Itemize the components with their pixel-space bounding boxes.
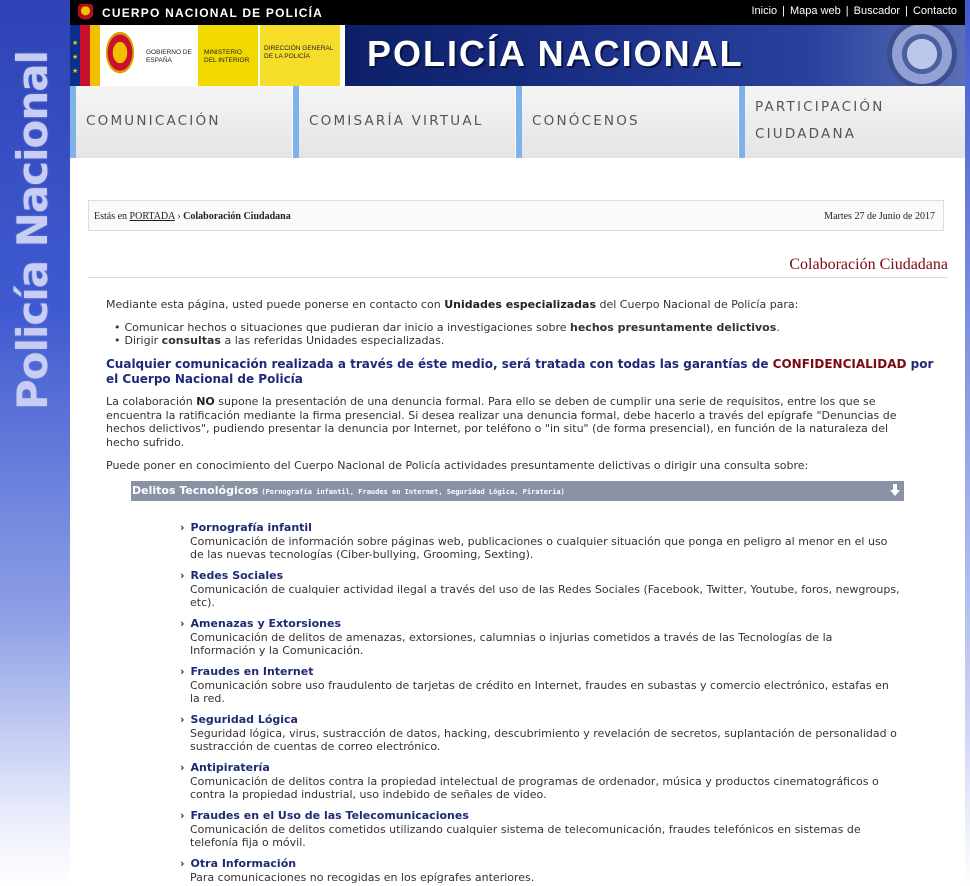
nav-tab-comisaria-virtual[interactable] bbox=[293, 86, 515, 158]
left-sidebar bbox=[0, 0, 70, 886]
link-buscador[interactable]: Buscador bbox=[853, 5, 901, 17]
item-description: Comunicación de delitos contra la propiedad intelectual de programas de ordenador, música y productos cinematográficos o contra la propiedad industrial, uso indebido de señales de video. bbox=[190, 774, 879, 801]
list-item[interactable] bbox=[180, 761, 900, 802]
category-subtitle: (Pornografía infantil, Fraudes en Internet, Seguridad Lógica, Piratería) bbox=[261, 488, 565, 496]
item-description: Seguridad lógica, virus, sustracción de datos, hacking, descubrimiento y revelación de secretos, suplantación de personalidad o sustracción de cuentas de correo electrónico. bbox=[190, 726, 897, 753]
nav-tab-label: COMUNICACIÓN bbox=[86, 113, 221, 129]
lead-paragraph: Puede poner en conocimiento del Cuerpo Nacional de Policía actividades presuntamente delictivas o dirigir una consulta sobre: bbox=[106, 459, 809, 472]
policia-nacional-banner[interactable] bbox=[345, 25, 965, 86]
page-title: Colaboración Ciudadana bbox=[789, 256, 948, 273]
nav-tab-label-line2: CIUDADANA bbox=[755, 126, 857, 142]
list-item[interactable] bbox=[180, 521, 900, 562]
coat-of-arms-icon bbox=[102, 31, 138, 79]
intro-paragraph: Mediante esta página, usted puede ponerse en contacto con Unidades especializadas del Cuerpo Nacional de Policía para: bbox=[106, 298, 799, 311]
nav-tab-conocenos[interactable] bbox=[516, 86, 738, 158]
nav-tab-label: COMISARÍA VIRTUAL bbox=[309, 113, 484, 129]
link-inicio[interactable]: Inicio bbox=[751, 5, 778, 17]
nav-tab-label: PARTICIPACIÓN bbox=[755, 99, 885, 115]
link-mapa-web[interactable]: Mapa web bbox=[790, 5, 841, 17]
sidebar-vertical-text: Policía Nacional bbox=[8, 51, 57, 410]
brand[interactable] bbox=[78, 3, 323, 22]
nav-tab-participacion-ciudadana[interactable] bbox=[739, 86, 965, 158]
item-title[interactable]: › Redes Sociales bbox=[180, 569, 900, 583]
top-links: Inicio | Mapa web | Buscador | Contacto bbox=[751, 5, 957, 17]
breadcrumb-separator: › bbox=[177, 211, 181, 222]
nav-tab-label: CONÓCENOS bbox=[532, 113, 640, 129]
ministry-label: MINISTERIO DEL INTERIOR bbox=[204, 49, 250, 64]
police-badge-icon bbox=[887, 25, 957, 86]
breadcrumb: Estás en PORTADA › Colaboración Ciudadana Martes 27 de Junio de 2017 bbox=[88, 200, 944, 231]
item-description: Para comunicaciones no recogidas en los epígrafes anteriores. bbox=[190, 870, 535, 884]
item-description: Comunicación de delitos de amenazas, extorsiones, calumnias o injurias cometidos a través de las Tecnologías de la Información y la Comunicación. bbox=[190, 630, 833, 657]
police-shield-icon bbox=[78, 4, 93, 21]
list-item[interactable] bbox=[180, 809, 900, 850]
list-item: • Comunicar hechos o situaciones que pudieran dar inicio a investigaciones sobre hechos presuntamente delictivos. bbox=[114, 321, 780, 334]
item-title[interactable]: › Fraudes en el Uso de las Telecomunicaciones bbox=[180, 809, 900, 823]
item-description: Comunicación sobre uso fraudulento de tarjetas de crédito en Internet, fraudes en subastas y comercio electrónico, estafas en la red. bbox=[190, 678, 889, 705]
top-bar bbox=[70, 0, 965, 25]
breadcrumb-current: Colaboración Ciudadana bbox=[183, 211, 291, 222]
header-banner bbox=[70, 25, 965, 86]
list-item[interactable] bbox=[180, 713, 900, 754]
download-arrow-icon[interactable] bbox=[890, 484, 900, 496]
list-item: • Dirigir consultas a las referidas Unidades especializadas. bbox=[114, 334, 444, 347]
gov-label: GOBIERNO DE ESPAÑA bbox=[146, 49, 192, 64]
item-title[interactable]: › Otra Información bbox=[180, 857, 900, 871]
category-header-delitos-tecnologicos[interactable] bbox=[131, 481, 904, 501]
nav-tab-comunicacion[interactable] bbox=[70, 86, 292, 158]
list-item[interactable] bbox=[180, 857, 900, 884]
item-description: Comunicación de información sobre páginas web, publicaciones o cualquier situación que ponga en peligro al menor en el uso de las nuevas tecnologías (Ciber-bullying, Grooming, Sexting). bbox=[190, 534, 888, 561]
dg-label: DIRECCIÓN GENERAL DE LA POLICÍA bbox=[264, 45, 334, 60]
item-description: Comunicación de cualquier actividad ilegal a través del uso de las Redes Sociales (Facebook, Twitter, Youtube, foros, newgroups, etc). bbox=[190, 582, 900, 609]
confidentiality-notice: Cualquier comunicación realizada a través de éste medio, será tratada con todas las garantías de CONFIDENCIALIDAD por el Cuerpo Nacional de Policía bbox=[106, 357, 934, 386]
item-title[interactable]: › Seguridad Lógica bbox=[180, 713, 900, 727]
list-item[interactable] bbox=[180, 569, 900, 610]
formal-complaint-notice: La colaboración NO supone la presentación de una denuncia formal. Para ello se deben de cumplir una serie de requisitos, entre los que se encuentra la ratificación mediante la firma presencial. Si desea realizar una denuncia formal, debe hacerlo a través del epígrafe "Denuncias de hechos delictivos", pudiendo presentar la denuncia por Internet, por teléfono o "in situ" (de forma presencial), en función de la naturaleza del hecho sufrido. bbox=[106, 395, 897, 449]
item-title[interactable]: › Amenazas y Extorsiones bbox=[180, 617, 900, 631]
main-nav bbox=[70, 86, 965, 158]
title-divider bbox=[88, 277, 948, 278]
category-title: Delitos Tecnológicos bbox=[132, 484, 259, 497]
banner-title: POLICÍA NACIONAL bbox=[367, 33, 744, 74]
government-logo[interactable] bbox=[70, 25, 345, 86]
item-title[interactable]: › Pornografía infantil bbox=[180, 521, 900, 535]
link-contacto[interactable]: Contacto bbox=[912, 5, 957, 17]
breadcrumb-home-link[interactable]: PORTADA bbox=[129, 211, 175, 222]
current-date: Martes 27 de Junio de 2017 bbox=[824, 211, 935, 222]
list-item[interactable] bbox=[180, 665, 900, 706]
brand-text: CUERPO NACIONAL DE POLICÍA bbox=[102, 5, 323, 20]
item-title[interactable]: › Fraudes en Internet bbox=[180, 665, 900, 679]
list-item[interactable] bbox=[180, 617, 900, 658]
right-edge bbox=[965, 0, 970, 886]
item-title[interactable]: › Antipiratería bbox=[180, 761, 900, 775]
eu-stars-strip: ★ ★ ★ bbox=[70, 25, 80, 86]
item-description: Comunicación de delitos cometidos utilizando cualquier sistema de telecomunicación, fraudes telefónicos en sistemas de telefonía fija o móvil. bbox=[190, 822, 861, 849]
